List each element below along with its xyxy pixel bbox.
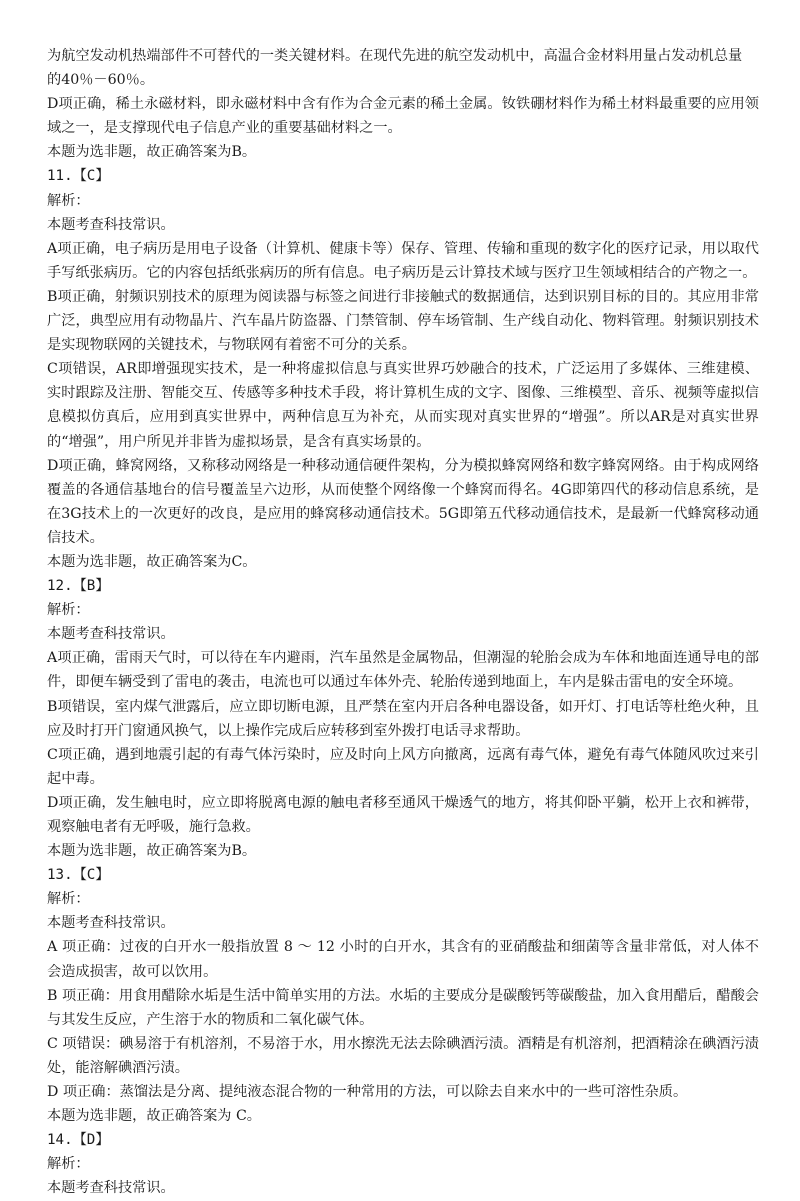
paragraph: C 项错误：碘易溶于有机溶剂，不易溶于水，用水擦洗无法去除碘酒污渍。酒精是有机溶剂，把酒精涂在碘酒污渍处，能溶解碘酒污渍。 bbox=[47, 1035, 759, 1076]
document-body bbox=[47, 44, 759, 1201]
paragraph: 本题考查科技常识。 bbox=[47, 915, 175, 932]
paragraph: A 项正确：过夜的白开水一般指放置 8 ～ 12 小时的白开水，其含有的亚硝酸盐和细菌等含量非常低，对人体不会造成损害，故可以饮用。 bbox=[47, 939, 759, 980]
paragraph: 解析： bbox=[47, 602, 90, 619]
paragraph: 本题为选非题，故正确答案为B。 bbox=[47, 843, 257, 860]
question-number: 14.【D】 bbox=[47, 1132, 110, 1149]
paragraph: 本题考查科技常识。 bbox=[47, 1180, 175, 1197]
paragraph: A项正确，电子病历是用电子设备（计算机、健康卡等）保存、管理、传输和重现的数字化的医疗记录，用以取代手写纸张病历。它的内容包括纸张病历的所有信息。电子病历是云计算技术域与医疗卫生领域相结合的产物之一。 bbox=[47, 240, 759, 281]
paragraph: 为航空发动机热端部件不可替代的一类关键材料。在现代先进的航空发动机中，高温合金材料用量占发动机总量 bbox=[47, 48, 743, 64]
question-number: 11.【C】 bbox=[47, 168, 110, 185]
paragraph: 本题考查科技常识。 bbox=[47, 626, 175, 643]
paragraph: 解析： bbox=[47, 192, 90, 209]
paragraph: 解析： bbox=[47, 1156, 90, 1173]
paragraph: 本题考查科技常识。 bbox=[47, 216, 175, 233]
paragraph: 的40％－60％。 bbox=[47, 72, 155, 89]
paragraph: B项错误，室内煤气泄露后，应立即切断电源，且严禁在室内开启各种电器设备，如开灯、打电话等杜绝火种，且应及时打开门窗通风换气，以上操作完成后应转移到室外拨打电话寻求帮助。 bbox=[47, 698, 759, 739]
paragraph: C项正确，遇到地震引起的有毒气体污染时，应及时向上风方向撤离，远离有毒气体，避免有毒气体随风吹过来引起中毒。 bbox=[47, 746, 759, 787]
question-number: 12.【B】 bbox=[47, 578, 110, 595]
paragraph: 解析： bbox=[47, 891, 90, 908]
paragraph: D项正确，蜂窝网络，又称移动网络是一种移动通信硬件架构，分为模拟蜂窝网络和数字蜂窝网络。由于构成网络覆盖的各通信基地台的信号覆盖呈六边形，从而使整个网络像一个蜂窝而得名。4G即第四代的移动信息系统，是在3G技术上的一次更好的改良，是应用的蜂窝移动通信技术。5G即第五代移动通信技术，是最新一代蜂窝移动通信技术。 bbox=[47, 457, 759, 546]
paragraph: 本题为选非题，故正确答案为 C。 bbox=[47, 1108, 261, 1125]
paragraph: A项正确，雷雨天气时，可以待在车内避雨，汽车虽然是金属物品，但潮湿的轮胎会成为车体和地面连通导电的部件，即便车辆受到了雷电的袭击，电流也可以通过车体外壳、轮胎传递到地面上，车内是躲击雷电的安全环境。 bbox=[47, 650, 759, 691]
paragraph: D项正确，稀土永磁材料，即永磁材料中含有作为合金元素的稀土金属。钕铁硼材料作为稀土材料最重要的应用领域之一，是支撑现代电子信息产业的重要基础材料之一。 bbox=[47, 96, 759, 137]
paragraph: B 项正确：用食用醋除水垢是生活中简单实用的方法。水垢的主要成分是碳酸钙等碳酸盐，加入食用醋后，醋酸会与其发生反应，产生溶于水的物质和二氧化碳气体。 bbox=[47, 987, 759, 1028]
paragraph: B项正确，射频识别技术的原理为阅读器与标签之间进行非接触式的数据通信，达到识别目标的目的。其应用非常广泛，典型应用有动物晶片、汽车晶片防盗器、门禁管制、停车场管制、生产线自动化、物料管理。射频识别技术是实现物联网的关键技术，与物联网有着密不可分的关系。 bbox=[47, 288, 759, 354]
paragraph: D 项正确：蒸馏法是分离、提纯液态混合物的一种常用的方法，可以除去自来水中的一些可溶性杂质。 bbox=[47, 1084, 688, 1101]
paragraph: 本题为选非题，故正确答案为B。 bbox=[47, 144, 257, 161]
paragraph: D项正确，发生触电时，应立即将脱离电源的触电者移至通风干燥透气的地方，将其仰卧平躺，松开上衣和裤带，观察触电者有无呼吸，施行急救。 bbox=[47, 794, 759, 835]
question-number: 13.【C】 bbox=[47, 867, 110, 884]
paragraph: 本题为选非题，故正确答案为C。 bbox=[47, 553, 257, 570]
paragraph: C项错误，AR即增强现实技术，是一种将虚拟信息与真实世界巧妙融合的技术，广泛运用了多媒体、三维建模、实时跟踪及注册、智能交互、传感等多种技术手段，将计算机生成的文字、图像、三维模型、音乐、视频等虚拟信息模拟仿真后，应用到真实世界中，两种信息互为补充，从而实现对真实世界的“增强”。所以AR是对真实世界的“增强”，用户所见并非皆为虚拟场景，是含有真实场景的。 bbox=[47, 361, 759, 450]
